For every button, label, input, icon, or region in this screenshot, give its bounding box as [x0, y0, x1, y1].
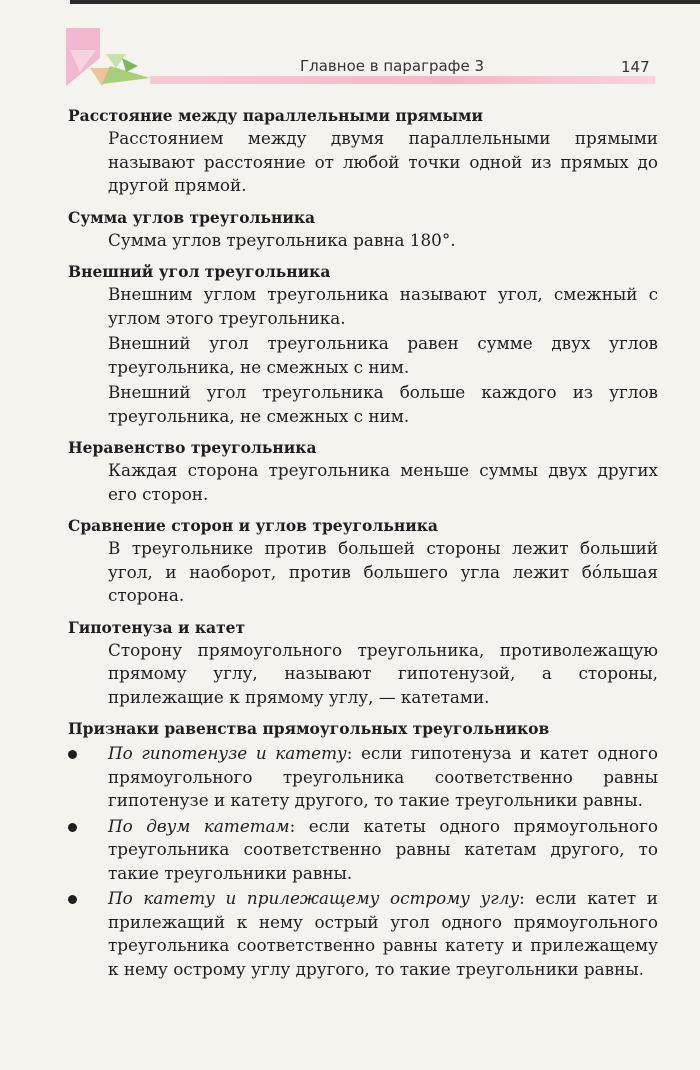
- section-heading: Расстояние между параллельными прямыми: [68, 106, 483, 125]
- list-item: [68, 887, 658, 981]
- section-hypotenuse-leg: [68, 616, 658, 710]
- section-sides-angles-comparison: [68, 514, 658, 608]
- section-parallel-lines-distance: [68, 104, 658, 198]
- section-heading: Признаки равенства прямоугольных треугольников: [68, 719, 550, 738]
- criterion-term: По катету и прилежащему острому углу: [108, 888, 520, 908]
- running-header-title: Главное в параграфе 3: [300, 57, 485, 75]
- tangram-logo-icon: [66, 28, 158, 90]
- section-paragraph: Расстоянием между двумя параллельными прямыми называют расстояние от любой точки одной из прямых до другой прямой.: [108, 128, 658, 195]
- section-paragraph: В треугольнике против большей стороны лежит больший угол, и наоборот, против большего угла лежит бóльшая сторона.: [108, 538, 658, 605]
- section-heading: Внешний угол треугольника: [68, 262, 331, 281]
- section-exterior-angle: [68, 260, 658, 428]
- section-triangle-angle-sum: [68, 206, 658, 253]
- section-paragraph: Внешним углом треугольника называют угол, смежный с углом этого треугольника.: [108, 284, 658, 328]
- list-item: [68, 742, 658, 813]
- section-paragraph: Сторону прямоугольного треугольника, противолежащую прямому углу, называют гипотенузой, а стороны, прилежащие к прямому углу, — катетами.: [108, 639, 658, 707]
- section-paragraph: Внешний угол треугольника равен сумме двух углов треугольника, не смежных с ним.: [108, 333, 658, 377]
- list-item: [68, 815, 658, 886]
- criterion-term: По двум катетам: [108, 815, 290, 836]
- section-heading: Сравнение сторон и углов треугольника: [68, 516, 438, 535]
- bullet-dot-icon: [68, 895, 77, 904]
- section-heading: Сумма углов треугольника: [68, 207, 316, 227]
- top-edge: [70, 0, 700, 4]
- page-content: [68, 104, 658, 989]
- criterion-text: : если гипотенуза и катет одного прямоугольного треугольника соответственно равны гипотенузе и катету другого, то такие треугольники равны.: [108, 743, 659, 810]
- page-number: 147: [621, 58, 650, 76]
- section-paragraph: Внешний угол треугольника больше каждого из углов треугольника, не смежных с ним.: [108, 382, 658, 426]
- section-heading: Гипотенуза и катет: [68, 617, 246, 637]
- bullet-dot-icon: [68, 823, 77, 832]
- section-heading: Неравенство треугольника: [68, 438, 317, 457]
- criterion-text: : если катеты одного прямоугольного треугольника соответственно равны катетам другого, то такие треугольники равны.: [108, 815, 658, 883]
- section-paragraph: Сумма углов треугольника равна 180°.: [108, 229, 456, 250]
- header-band: [150, 76, 655, 84]
- section-right-triangle-congruence: [68, 717, 658, 981]
- bullet-dot-icon: [68, 750, 77, 759]
- section-paragraph: Каждая сторона треугольника меньше суммы двух других его сторон.: [108, 460, 658, 504]
- criterion-text: : если катет и прилежащий к нему острый угол одного прямоугольного треугольника соответственно равны катету и прилежащему к нему острому углу другого, то такие треугольники равны.: [108, 888, 658, 979]
- criteria-list: [68, 742, 658, 981]
- section-triangle-inequality: [68, 436, 658, 506]
- criterion-term: По гипотенузе и катету: [108, 743, 347, 763]
